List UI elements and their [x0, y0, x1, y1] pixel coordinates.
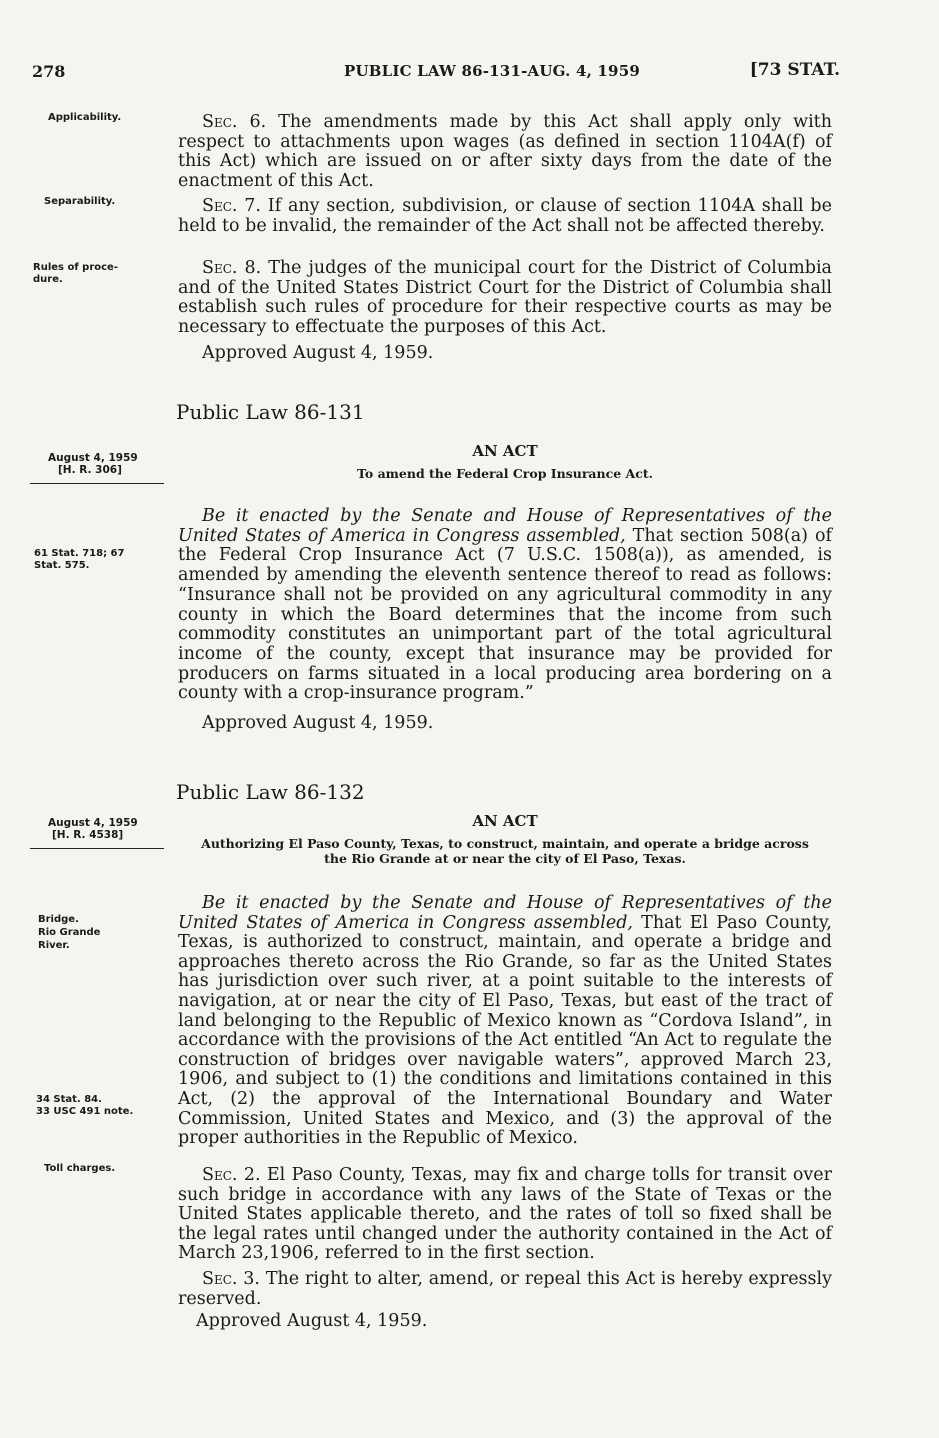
margin-law131-date: August 4, 1959 — [48, 452, 138, 464]
law-131-purpose: To amend the Federal Crop Insurance Act. — [357, 466, 653, 481]
law-132-an-act: AN ACT — [472, 812, 538, 830]
running-header — [32, 62, 842, 86]
section-7-label: Sec. 7. — [202, 196, 261, 216]
law-131-approved: Approved August 4, 1959. — [202, 713, 434, 733]
section-6-label: Sec. 6. — [202, 112, 267, 132]
section-8-text: The judges of the municipal court for the District of Columbia and of the United States District Court for the District of Columbia shall establish such rules of procedure for their respective courts as may be necessary to effectuate the purposes of this Act. — [178, 258, 832, 337]
law-132-enacting-clause: Be it enacted by the Senate and House of Representatives of the United States of America in Congress assembled, — [178, 893, 832, 933]
section-7 — [178, 197, 832, 236]
margin-note-toll: Toll charges. — [44, 1163, 116, 1174]
header-stat-volume: [73 STAT. — [749, 60, 840, 80]
section-8 — [178, 259, 832, 337]
section-7-text: If any section, subdivision, or clause of section 1104A shall be held to be invalid, the remainder of the Act shall not be affected thereby. — [178, 196, 832, 236]
law-131-text: That section 508(a) of the Federal Crop Insurance Act (7 U.S.C. 1508(a)), as amended, is amended by amending the eleventh sentence thereof to read as follows: “Insurance shall not be provided on any agricultural commodity in any county in which the Board determines that the income from such commodity constitutes an unimportant part of the total agricultural income of the county, except that insurance may be provided for producers on farms situated in a local producing area bordering on a county with a crop-insurance program.” — [178, 525, 832, 704]
law-131-body — [178, 507, 832, 704]
margin-law132-hr: [H. R. 4538] — [52, 829, 124, 841]
margin-note-bridge: Bridge. Rio Grande River. — [38, 914, 101, 951]
page-number: 278 — [32, 62, 66, 81]
law-131-enacting-clause: Be it enacted by the Senate and House of Representatives of the United States of America in Congress assembled, — [178, 506, 832, 546]
section-8-label: Sec. 8. — [202, 258, 262, 278]
margin-note-separability: Separability. — [44, 196, 116, 207]
law-132-title: Public Law 86-132 — [176, 780, 365, 804]
margin-law131-citation: 61 Stat. 718; 67 Stat. 575. — [34, 548, 125, 571]
law-132-section-2-label: Sec. 2. — [202, 1165, 261, 1185]
law-132-body — [178, 894, 832, 1149]
margin-rule-131 — [30, 483, 164, 484]
prior-approved: Approved August 4, 1959. — [202, 343, 434, 363]
header-title: PUBLIC LAW 86-131-AUG. 4, 1959 — [344, 62, 640, 80]
section-6 — [178, 113, 832, 191]
margin-law132-citation: 34 Stat. 84. 33 USC 491 note. — [36, 1094, 134, 1117]
section-6-text: The amendments made by this Act shall apply only with respect to attachments upon wages (as defined in section 1104A(f) of this Act) which are issued on or after sixty days from the date of the enactment of this Act. — [178, 112, 832, 191]
law-131-an-act: AN ACT — [472, 442, 538, 460]
margin-rule-132 — [30, 848, 164, 849]
law-132-purpose: Authorizing El Paso County, Texas, to construct, maintain, and operate a bridge across the Rio Grande at or near the city of El Paso, Texas. — [201, 836, 809, 866]
law-131-title: Public Law 86-131 — [176, 400, 365, 424]
margin-law131-hr: [H. R. 306] — [58, 464, 122, 476]
law-132-section-2 — [178, 1166, 832, 1264]
law-132-section-3-text: The right to alter, amend, or repeal this Act is hereby expressly reserved. — [178, 1269, 832, 1309]
law-132-section-2-text: El Paso County, Texas, may fix and charge tolls for transit over such bridge in accordance with any laws of the State of Texas or the United States applicable thereto, and the rates of toll so fixed shall be the legal rates until changed under the authority contained in the Act of March 23,1906, referred to in the first section. — [178, 1165, 832, 1264]
law-132-section-3-label: Sec. 3. — [202, 1269, 260, 1289]
margin-law132-date: August 4, 1959 — [48, 817, 138, 829]
margin-note-applicability: Applicability. — [48, 112, 122, 123]
law-132-section-3 — [178, 1270, 832, 1309]
law-132-text: That El Paso County, Texas, is authorized to construct, maintain, and operate a bridge and approaches thereto across the Rio Grande, so far as the United States has jurisdiction over such river, at a point suitable to the interests of navigation, at or near the city of El Paso, Texas, but east of the tract of land belonging to the Republic of Mexico known as “Cordova Island”, in accordance with the provisions of the Act entitled “An Act to regulate the construction of bridges over navigable waters”, approved March 23, 1906, and subject to (1) the conditions and limitations contained in this Act, (2) the approval of the International Boundary and Water Commission, United States and Mexico, and (3) the approval of the proper authorities in the Republic of Mexico. — [178, 912, 832, 1149]
law-132-approved: Approved August 4, 1959. — [196, 1311, 428, 1331]
margin-note-rules: Rules of proce- dure. — [33, 262, 118, 285]
